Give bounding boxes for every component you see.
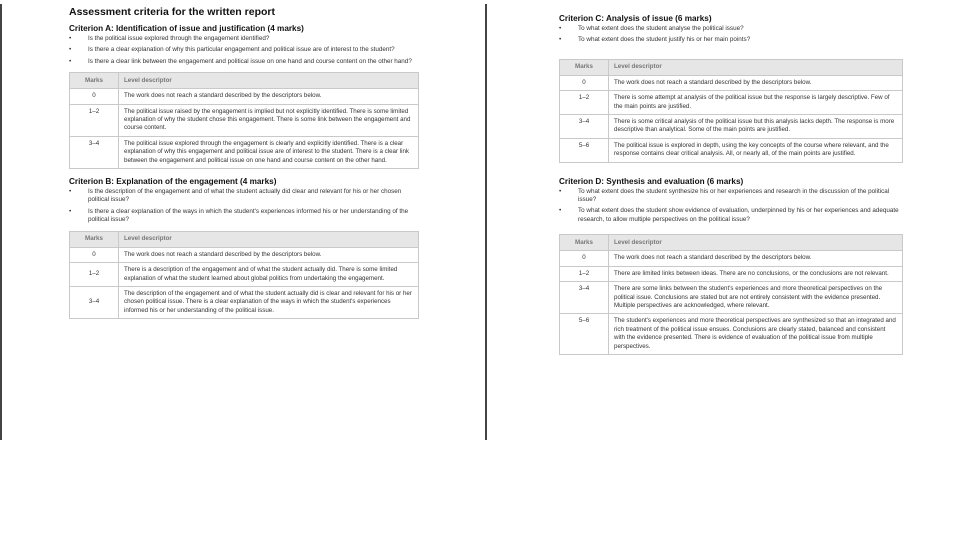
- table-row: [560, 138, 903, 162]
- descriptor-cell: There is some attempt at analysis of the political issue but the response is largely descriptive. Few of the main points are justified.: [609, 91, 903, 115]
- left-page: [69, 6, 419, 327]
- criterion-c-question: • To what extent does the student justify his or her main points?: [559, 36, 903, 44]
- descriptor-cell: The political issue raised by the engagement is implied but not explicitly identified. There is some limited explanation of why the student chose this engagement. There is some link between the engagement and course content.: [119, 104, 419, 136]
- marks-cell: 0: [560, 75, 609, 90]
- descriptor-cell: The work does not reach a standard described by the descriptors below.: [609, 251, 903, 266]
- descriptor-cell: The political issue is explored in depth, using the key concepts of the course where relevant, and the response contains clear critical analysis. All, or nearly all, of the main points are justified.: [609, 138, 903, 162]
- marks-cell: 0: [70, 89, 119, 104]
- marks-cell: 0: [560, 251, 609, 266]
- descriptor-cell: There is some critical analysis of the political issue but this analysis lacks depth. The response is more descriptive than analytical. Some of the main points are justified.: [609, 115, 903, 139]
- marks-cell: 1–2: [70, 263, 119, 287]
- table-header-row: [70, 231, 419, 247]
- criterion-a-question: • Is there a clear link between the engagement and political issue on one hand and course content on the other hand?: [69, 58, 419, 66]
- marks-cell: 3–4: [70, 286, 119, 318]
- marks-cell: 1–2: [70, 104, 119, 136]
- descriptor-header: Level descriptor: [609, 59, 903, 75]
- descriptor-cell: The description of the engagement and of what the student actually did is clear and relevant for his or her chosen political issue. There is a clear explanation of the ways in which the student's experiences informed his or her understanding of the political issue.: [119, 286, 419, 318]
- criterion-c-table: [559, 59, 903, 163]
- criterion-a-question: • Is there a clear explanation of why this particular engagement and political issue are of interest to the student?: [69, 46, 419, 54]
- criterion-d-question: • To what extent does the student show evidence of evaluation, underpinned by his or her experiences and adequate research, to allow multiple perspectives on the political issue?: [559, 207, 903, 224]
- marks-header: Marks: [70, 231, 119, 247]
- descriptor-cell: There are some links between the student's experiences and more theoretical perspectives on the political issue. Conclusions are stated but are not entirely consistent with the evidence presented. Multiple perspectives are acknowledged, where relevant.: [609, 282, 903, 314]
- table-header-row: [560, 59, 903, 75]
- marks-cell: 5–6: [560, 138, 609, 162]
- table-row: [560, 266, 903, 281]
- descriptor-cell: There is a description of the engagement and of what the student actually did. There is some limited explanation of what the student learned about global politics from undertaking the engagement.: [119, 263, 419, 287]
- criterion-d-table: [559, 234, 903, 355]
- page-divider: [485, 4, 487, 440]
- marks-cell: 1–2: [560, 266, 609, 281]
- marks-cell: 1–2: [560, 91, 609, 115]
- table-row: [70, 247, 419, 262]
- descriptor-cell: The political issue explored through the engagement is clearly and explicitly identified. There is a clear explanation of why this engagement and political issue are of interest to the student. There is a clear link between the engagement and political issue on one hand and course content on the other hand.: [119, 136, 419, 168]
- criterion-d-question: • To what extent does the student synthesize his or her experiences and research in the discussion of the political issue?: [559, 188, 903, 205]
- marks-cell: 3–4: [560, 282, 609, 314]
- document-title: Assessment criteria for the written report: [69, 6, 275, 18]
- criterion-d-title: Criterion D: Synthesis and evaluation (6 marks): [559, 176, 744, 186]
- marks-header: Marks: [560, 235, 609, 251]
- descriptor-header: Level descriptor: [119, 73, 419, 89]
- criterion-b-question: • Is there a clear explanation of the ways in which the student's experiences informed his or her understanding of the political issue?: [69, 208, 419, 225]
- descriptor-cell: The work does not reach a standard described by the descriptors below.: [609, 75, 903, 90]
- table-header-row: [70, 73, 419, 89]
- criterion-a-questions: [69, 35, 419, 66]
- left-page-edge: [0, 4, 2, 440]
- criterion-b-table: [69, 231, 419, 319]
- criterion-c-questions: [559, 25, 903, 45]
- criterion-c-title: Criterion C: Analysis of issue (6 marks): [559, 14, 712, 23]
- table-row: [70, 89, 419, 104]
- descriptor-header: Level descriptor: [119, 231, 419, 247]
- table-row: [560, 314, 903, 355]
- marks-cell: 5–6: [560, 314, 609, 355]
- marks-cell: 0: [70, 247, 119, 262]
- table-row: [70, 104, 419, 136]
- table-row: [560, 91, 903, 115]
- table-row: [560, 282, 903, 314]
- table-row: [560, 251, 903, 266]
- table-row: [560, 75, 903, 90]
- marks-header: Marks: [560, 59, 609, 75]
- marks-header: Marks: [70, 73, 119, 89]
- descriptor-cell: There are limited links between ideas. There are no conclusions, or the conclusions are not relevant.: [609, 266, 903, 281]
- table-row: [70, 136, 419, 168]
- descriptor-header: Level descriptor: [609, 235, 903, 251]
- right-page: [559, 14, 903, 363]
- marks-cell: 3–4: [70, 136, 119, 168]
- table-row: [560, 115, 903, 139]
- descriptor-cell: The work does not reach a standard described by the descriptors below.: [119, 89, 419, 104]
- table-row: [70, 263, 419, 287]
- criterion-b-question: • Is the description of the engagement and of what the student actually did clear and relevant for his or her chosen political issue?: [69, 188, 419, 205]
- criterion-b-questions: [69, 188, 419, 225]
- criterion-a-table: [69, 72, 419, 169]
- table-row: [70, 286, 419, 318]
- criterion-d-questions: [559, 188, 903, 225]
- criterion-a-question: • Is the political issue explored through the engagement identified?: [69, 35, 419, 43]
- marks-cell: 3–4: [560, 115, 609, 139]
- table-header-row: [560, 235, 903, 251]
- descriptor-cell: The student's experiences and more theoretical perspectives are synthesized so that an integrated and rich treatment of the political issue ensues. Conclusions are clearly stated, balanced and consistent with the evidence presented. There is evidence of evaluation of the political issue from multiple perspectives.: [609, 314, 903, 355]
- descriptor-cell: The work does not reach a standard described by the descriptors below.: [119, 247, 419, 262]
- criterion-b-title: Criterion B: Explanation of the engagement (4 marks): [69, 177, 277, 187]
- criterion-a-title: Criterion A: Identification of issue and justification (4 marks): [69, 24, 304, 33]
- criterion-c-question: • To what extent does the student analyse the political issue?: [559, 25, 903, 33]
